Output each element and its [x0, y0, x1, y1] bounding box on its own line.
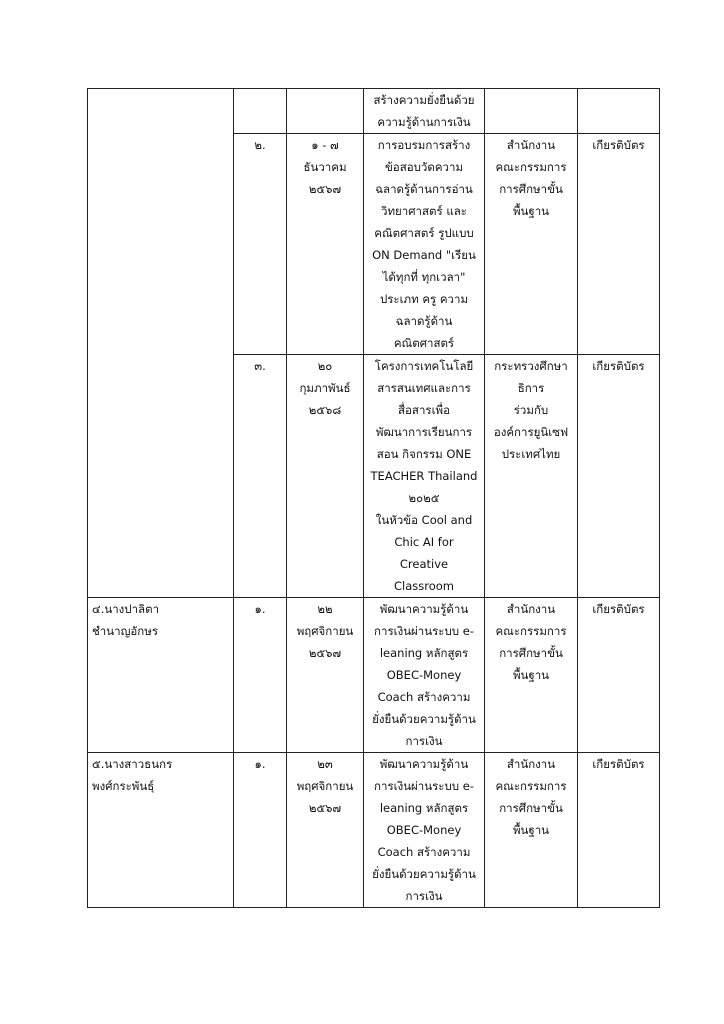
date-line: พฤศจิกายน — [296, 779, 354, 793]
training-title-line: ข้อสอบวัดความ — [384, 160, 464, 174]
item-number-text: ๓. — [254, 359, 266, 373]
item-number-cell — [234, 355, 287, 598]
training-title-line: ได้ทุกที่ ทุกเวลา" — [382, 270, 466, 284]
person-name-line: ชำนาญอักษร — [92, 624, 159, 638]
table-body — [88, 89, 660, 908]
evidence-text: เกียรติบัตร — [592, 138, 645, 152]
date-line: กุมภาพันธ์ — [299, 381, 351, 395]
training-title-line: สารสนเทศและการ — [377, 381, 471, 395]
training-title-cell — [364, 355, 485, 598]
training-title-line: ประเภท ครู ความ — [379, 292, 469, 306]
evidence-text: เกียรติบัตร — [592, 359, 645, 373]
item-number-text: ๑. — [254, 757, 266, 771]
organizer-line: พื้นฐาน — [512, 668, 550, 682]
date-line: ๒๕๖๗ — [308, 646, 342, 660]
item-number-cell — [234, 134, 287, 355]
organizer-line: การศึกษาขั้น — [499, 646, 563, 660]
person-name-cell — [88, 753, 234, 908]
table-row — [88, 753, 660, 908]
person-name-line: พงศ์กระพันธุ์ — [92, 779, 155, 793]
training-title-line: คณิตศาสตร์ รูปแบบ — [374, 226, 474, 240]
organizer-line: สำนักงาน — [506, 757, 556, 771]
person-name-line: ๕.นางสาวธนกร — [92, 757, 173, 771]
table-row — [88, 89, 660, 134]
organizer-cell — [485, 753, 578, 908]
evidence-cell — [578, 355, 660, 598]
training-title-line: พัฒนาความรู้ด้าน — [379, 757, 469, 771]
organizer-line: ประเทศไทย — [501, 447, 561, 461]
training-title-line: ยั่งยืนด้วยความรู้ด้าน — [372, 867, 476, 881]
date-line: ๑ - ๗ — [311, 138, 339, 152]
training-title-line: พัฒนาการเรียนการ — [375, 425, 473, 439]
organizer-line: พื้นฐาน — [512, 823, 550, 837]
evidence-text: เกียรติบัตร — [592, 602, 645, 616]
training-title-line: พัฒนาความรู้ด้าน — [379, 602, 469, 616]
item-number-cell — [234, 89, 287, 134]
organizer-line: ธิการ — [517, 381, 545, 395]
evidence-cell — [578, 134, 660, 355]
training-title-line: โครงการเทคโนโลยี — [374, 359, 474, 373]
evidence-text: เกียรติบัตร — [592, 757, 645, 771]
date-line: ๒๓ — [317, 757, 333, 771]
evidence-cell — [578, 89, 660, 134]
training-title-line: สอน กิจกรรม ONE — [376, 447, 472, 461]
training-title-line: TEACHER Thailand — [370, 469, 478, 483]
item-number-cell — [234, 753, 287, 908]
training-title-line: Chic AI for — [394, 535, 454, 549]
training-title-line: สร้างความยั่งยืนด้วย — [373, 93, 475, 107]
date-cell — [287, 89, 364, 134]
training-title-line: สื่อสารเพื่อ — [398, 403, 450, 417]
training-record-table — [87, 88, 660, 908]
training-title-line: ยั่งยืนด้วยความรู้ด้าน — [372, 712, 476, 726]
date-cell — [287, 753, 364, 908]
organizer-line: องค์การยูนิเซฟ — [493, 425, 569, 439]
organizer-cell — [485, 89, 578, 134]
organizer-line: การศึกษาขั้น — [499, 801, 563, 815]
training-title-line: การเงินผ่านระบบ e- — [374, 779, 474, 793]
date-line: ธันวาคม — [303, 160, 347, 174]
organizer-line: คณะกรรมการ — [495, 624, 567, 638]
person-name-cell — [88, 598, 234, 753]
training-title-cell — [364, 89, 485, 134]
training-title-line: วิทยาศาสตร์ และ — [381, 204, 467, 218]
organizer-line: การศึกษาขั้น — [499, 182, 563, 196]
training-title-cell — [364, 598, 485, 753]
date-cell — [287, 598, 364, 753]
training-title-line: Coach สร้างความ — [377, 690, 471, 704]
training-title-line: leaning หลักสูตร — [379, 646, 469, 660]
organizer-line: กระทรวงศึกษา — [494, 359, 568, 373]
organizer-cell — [485, 598, 578, 753]
training-title-line: คณิตศาสตร์ — [393, 336, 455, 350]
training-title-line: leaning หลักสูตร — [379, 801, 469, 815]
table-row — [88, 598, 660, 753]
date-line: ๒๕๖๗ — [308, 801, 342, 815]
organizer-line: พื้นฐาน — [512, 204, 550, 218]
item-number-text: ๑. — [254, 602, 266, 616]
training-title-line: ฉลาดรู้ด้าน — [395, 314, 453, 328]
training-title-line: ความรู้ด้านการเงิน — [377, 115, 471, 129]
date-line: ๒๕๖๗ — [308, 182, 342, 196]
training-title-line: OBEC-Money — [386, 823, 462, 837]
organizer-cell — [485, 355, 578, 598]
organizer-line: คณะกรรมการ — [495, 160, 567, 174]
evidence-cell — [578, 753, 660, 908]
item-number-text: ๒. — [254, 138, 266, 152]
training-title-line: การเงิน — [405, 889, 443, 903]
item-number-cell — [234, 598, 287, 753]
organizer-line: คณะกรรมการ — [495, 779, 567, 793]
date-cell — [287, 355, 364, 598]
organizer-line: สำนักงาน — [506, 138, 556, 152]
date-line: ๒๒ — [317, 602, 333, 616]
training-title-line: ON Demand "เรียน — [372, 248, 476, 262]
evidence-cell — [578, 598, 660, 753]
training-title-line: การเงิน — [405, 734, 443, 748]
organizer-line: สำนักงาน — [506, 602, 556, 616]
training-title-cell — [364, 134, 485, 355]
training-title-line: ฉลาดรู้ด้านการอ่าน — [375, 182, 473, 196]
training-title-cell — [364, 753, 485, 908]
training-title-line: OBEC-Money — [386, 668, 462, 682]
date-line: ๒๐ — [317, 359, 333, 373]
training-title-line: Creative — [399, 557, 449, 571]
person-name-line: ๔.นางปาลิตา — [92, 602, 160, 616]
training-title-line: การเงินผ่านระบบ e- — [374, 624, 474, 638]
training-title-line: ในหัวข้อ Cool and — [375, 513, 473, 527]
training-title-line: ๒๐๒๕ — [408, 491, 440, 505]
date-line: ๒๕๖๘ — [308, 403, 342, 417]
organizer-cell — [485, 134, 578, 355]
date-cell — [287, 134, 364, 355]
organizer-line: ร่วมกับ — [513, 403, 549, 417]
training-title-line: Coach สร้างความ — [377, 845, 471, 859]
date-line: พฤศจิกายน — [296, 624, 354, 638]
training-title-line: การอบรมการสร้าง — [377, 138, 471, 152]
training-title-line: Classroom — [393, 579, 454, 593]
person-name-cell — [88, 89, 234, 598]
